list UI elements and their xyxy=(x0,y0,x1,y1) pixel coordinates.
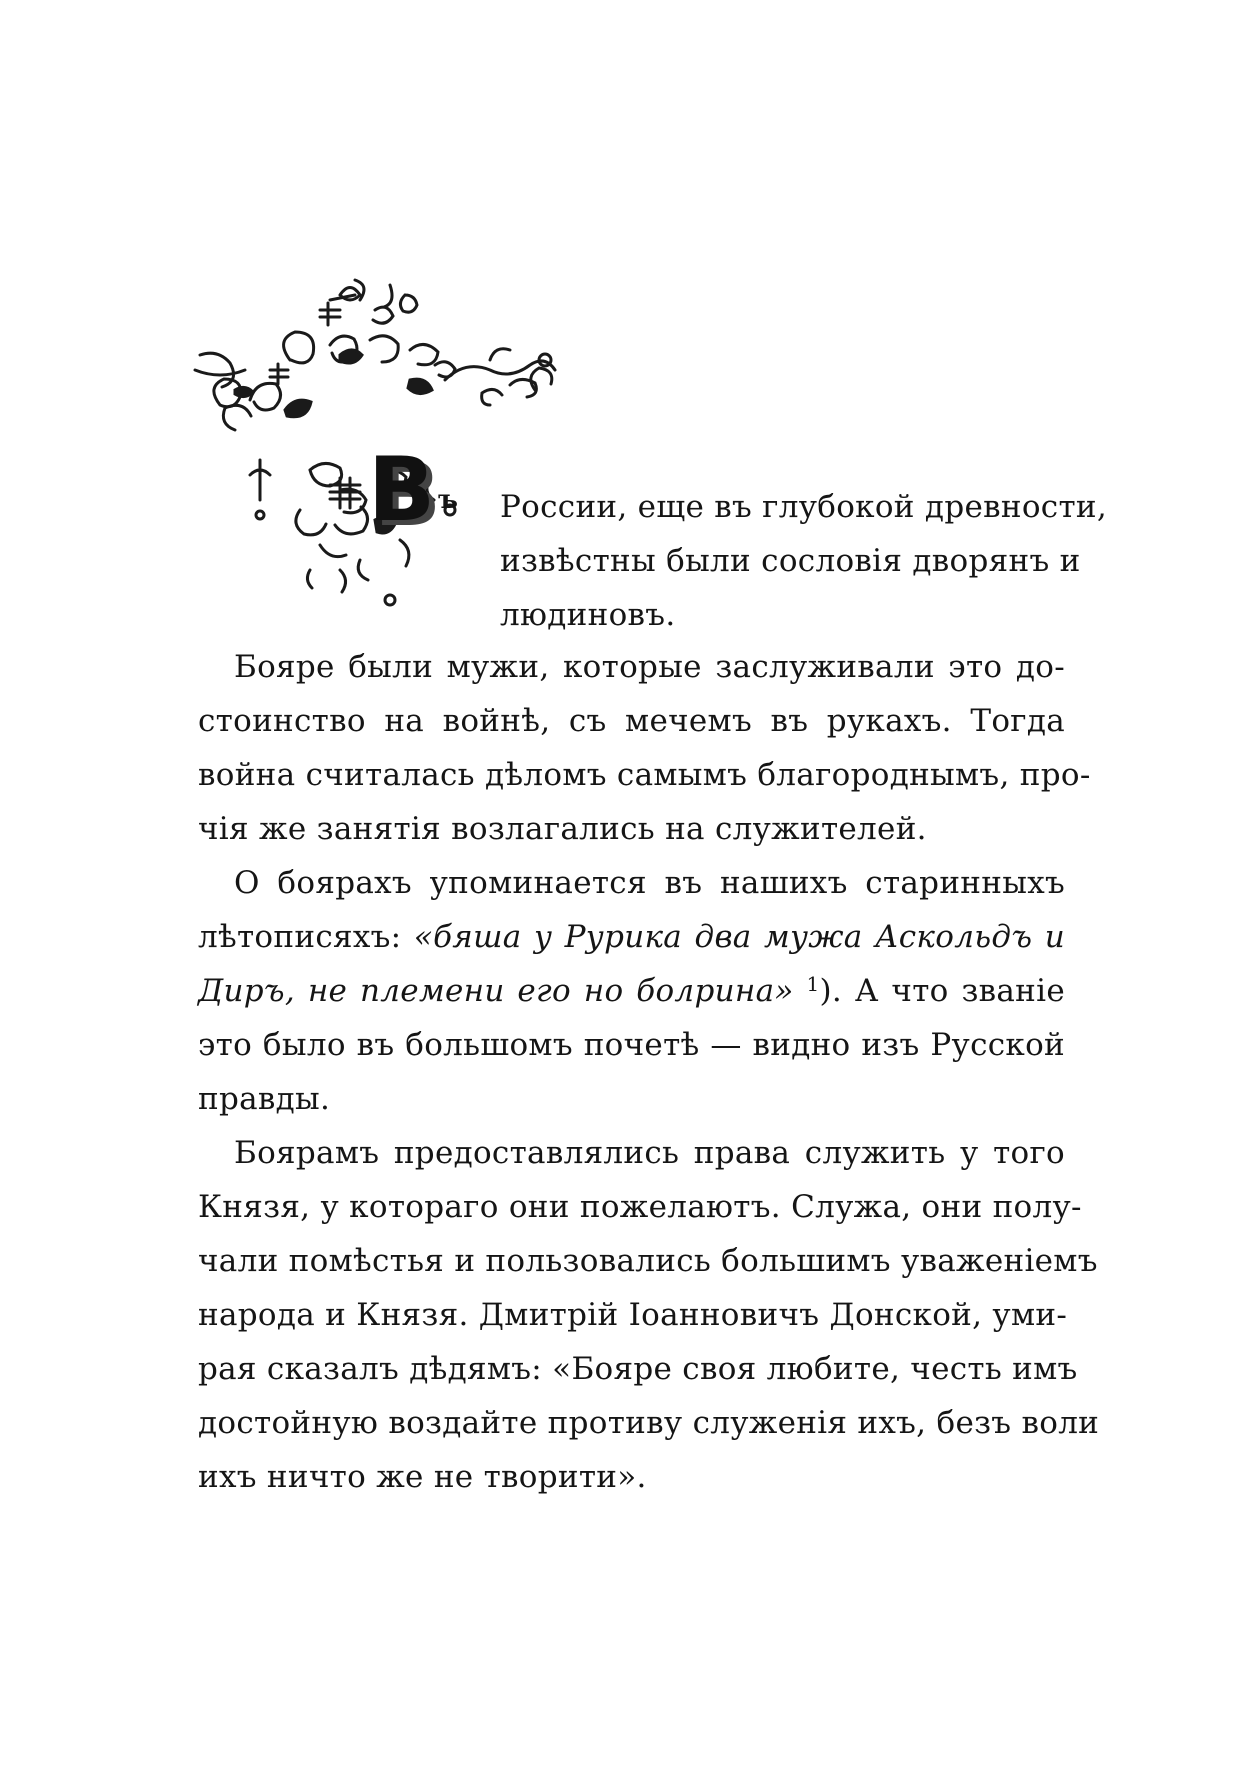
text-line: это было въ большомъ почетѣ — видно изъ Русской xyxy=(198,1027,1065,1063)
text-line: России, еще въ глубокой древности, xyxy=(500,489,1108,525)
text-plain: ). А что званіе xyxy=(819,973,1066,1009)
drop-cap-initial: В xyxy=(368,438,436,541)
body-text xyxy=(198,640,1100,1504)
footnote-marker[interactable]: 1 xyxy=(806,972,820,996)
paragraph-boyars-warriors xyxy=(198,640,1091,856)
text-line: правды. xyxy=(198,1081,331,1117)
text-line xyxy=(198,910,1065,964)
chronicle-quote: «бяша у Рурика два мужа Аскольдъ и xyxy=(413,919,1065,955)
text-line: Боярамъ предоставлялись права служить у того xyxy=(234,1135,1065,1171)
text-line: О боярахъ упоминается въ нашихъ старинныхъ xyxy=(234,865,1065,901)
text-line: извѣстны были сословія дворянъ и xyxy=(500,543,1081,579)
opening-paragraph xyxy=(500,480,1108,642)
text-line: ихъ ничто же не творити». xyxy=(198,1459,647,1495)
text-line: стоинство на войнѣ, съ мечемъ въ рукахъ. Тогда xyxy=(198,703,1065,739)
paragraph-chronicles xyxy=(198,856,1065,1126)
text-line: Бояре были мужи, которые заслуживали это до- xyxy=(234,649,1065,685)
text-line: война считалась дѣломъ самымъ благороднымъ, про- xyxy=(198,757,1091,793)
text-line xyxy=(198,964,1065,1018)
text-line: чали помѣстья и пользовались большимъ уваженіемъ xyxy=(198,1243,1098,1279)
chronicle-quote: Диръ, не племени его но болрина» xyxy=(198,973,794,1009)
text-plain: лѣтописяхъ: xyxy=(198,919,414,955)
text-line: народа и Князя. Дмитрій Іоанновичъ Донской, уми- xyxy=(198,1297,1068,1333)
drop-cap-suffix: ъ xyxy=(438,485,458,515)
text-line: достойную воздайте противу служенія ихъ, безъ воли xyxy=(198,1405,1100,1441)
paragraph-boyar-rights xyxy=(198,1126,1100,1504)
text-line: чія же занятія возлагались на служителей. xyxy=(198,811,927,847)
text-line: Князя, у котораго они пожелаютъ. Служа, они полу- xyxy=(198,1189,1082,1225)
text-line: рая сказалъ дѣдямъ: «Бояре своя любите, честь имъ xyxy=(198,1351,1078,1387)
text-line: людиновъ. xyxy=(500,597,676,633)
